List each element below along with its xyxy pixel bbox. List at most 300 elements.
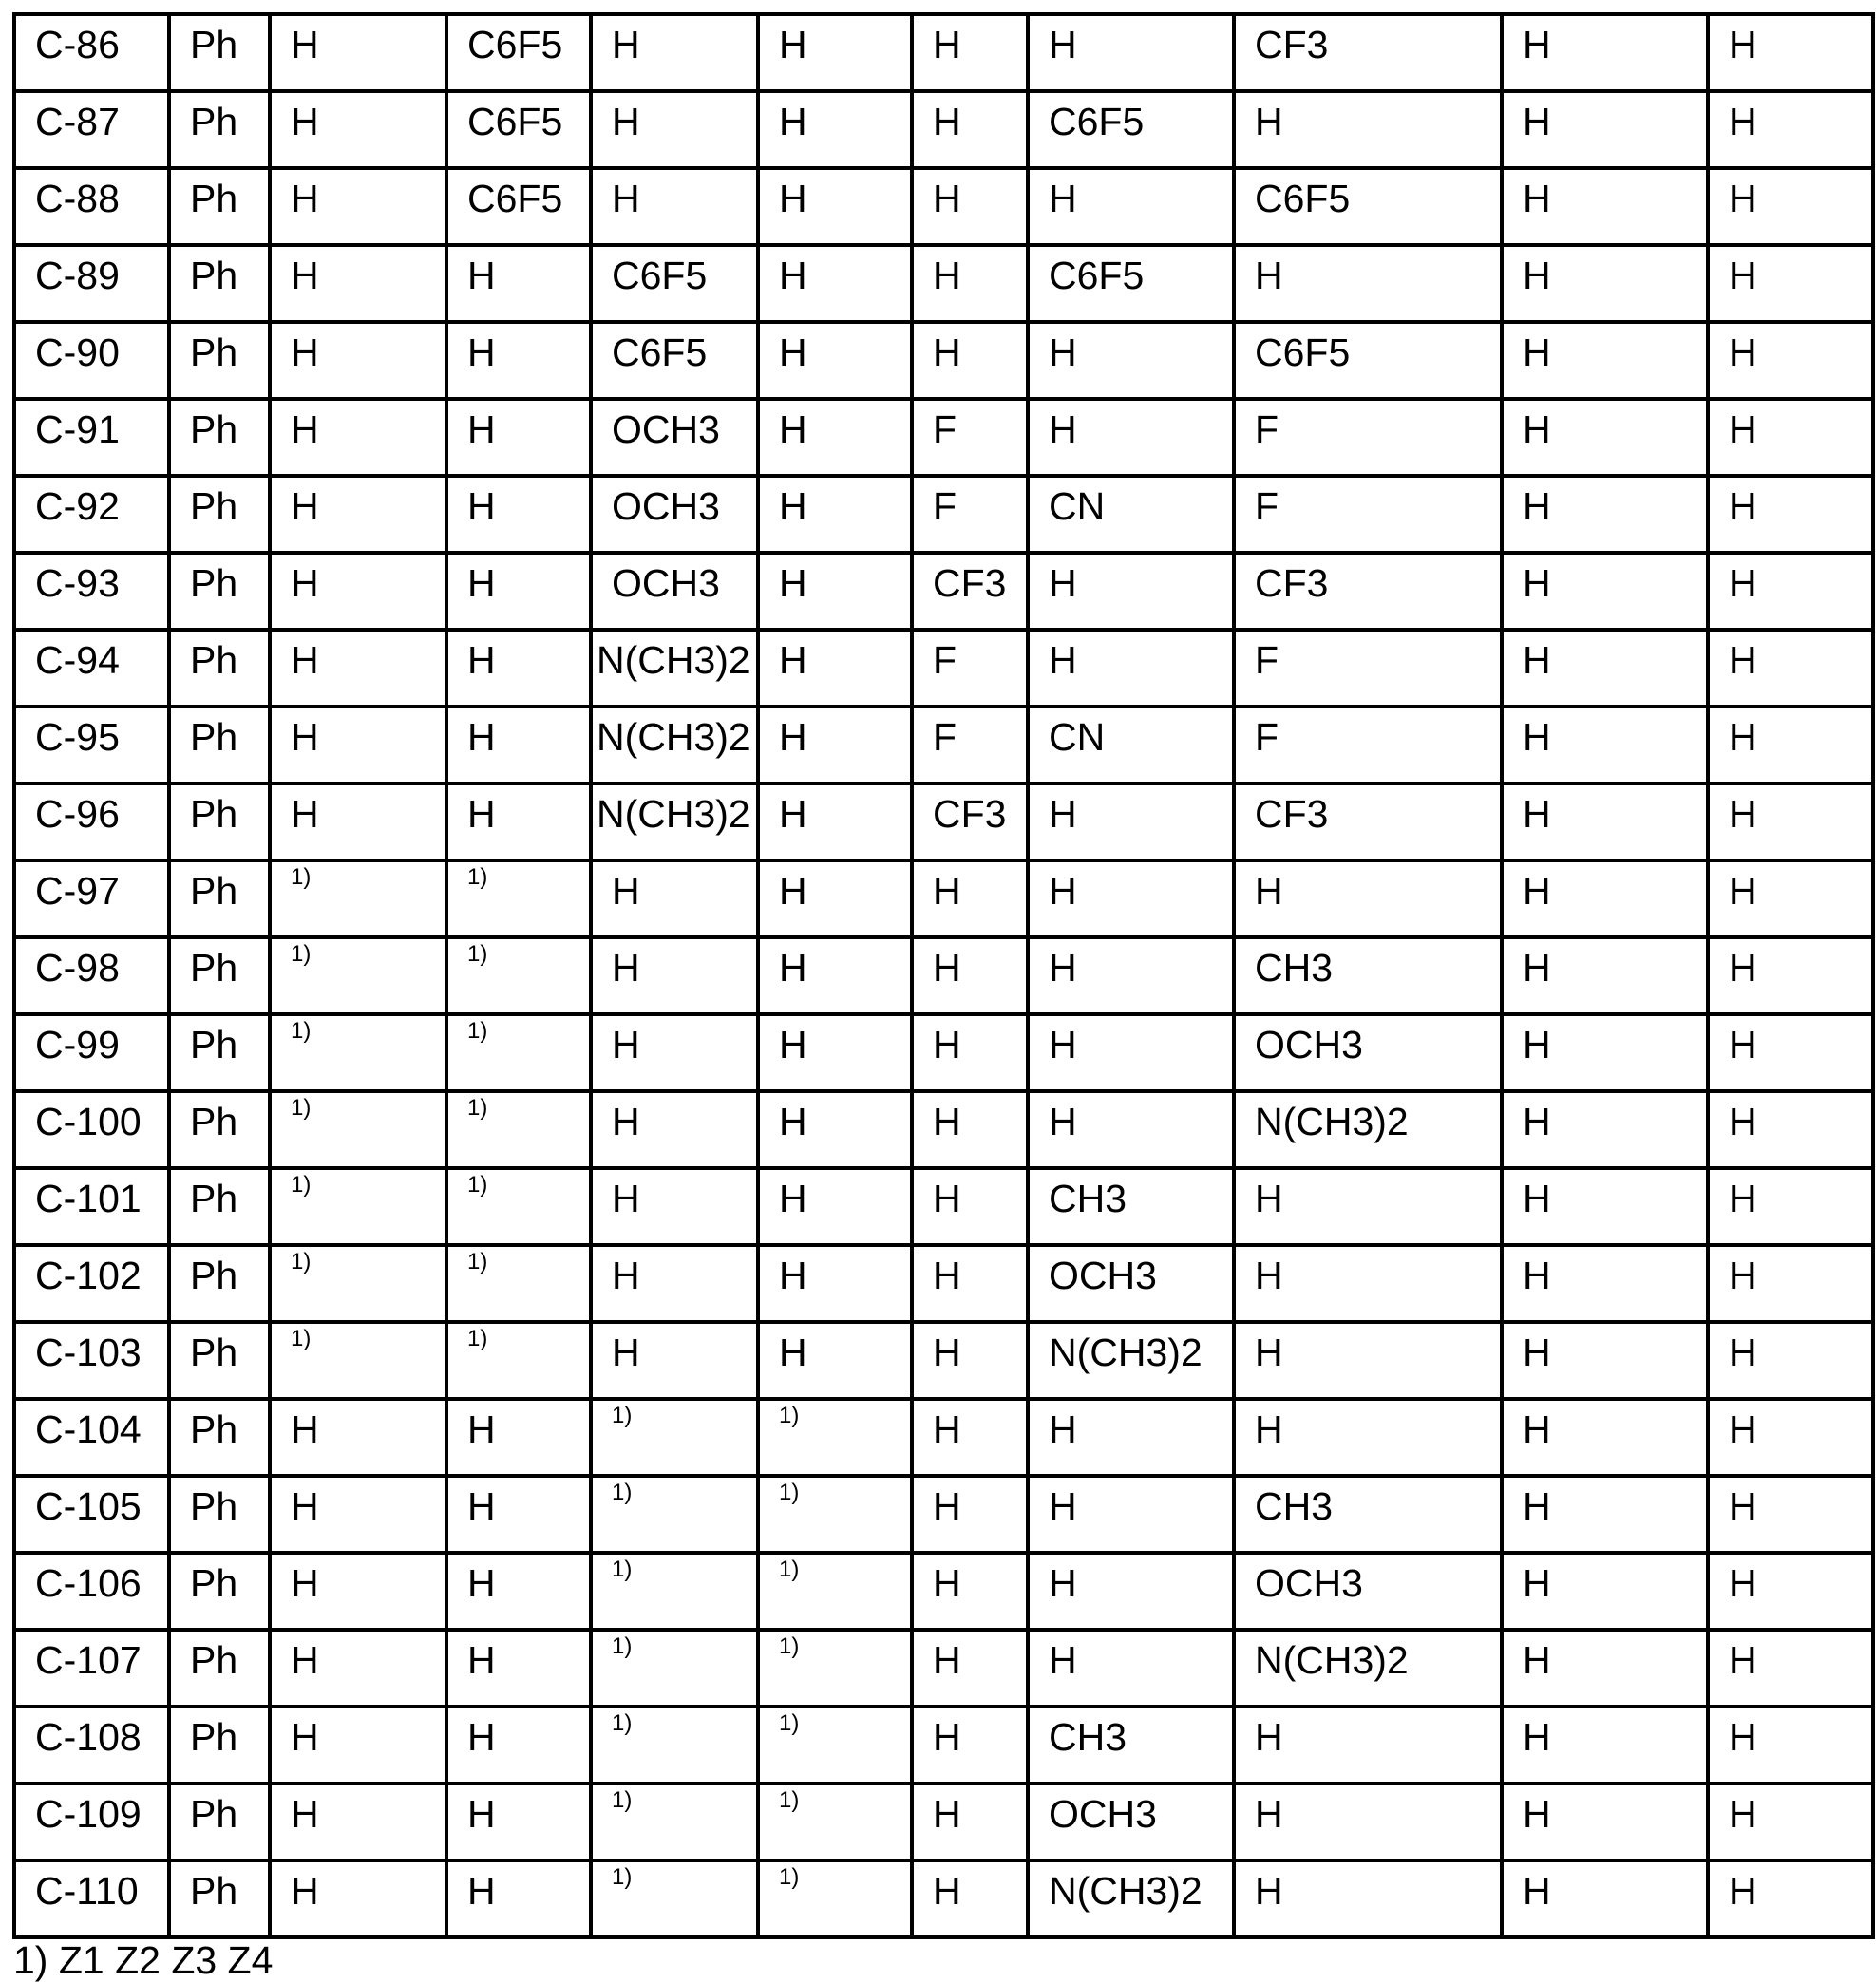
cell-compound-id: C-100 bbox=[14, 1091, 169, 1168]
cell-col-11: H bbox=[1708, 1707, 1873, 1784]
cell-col-6 bbox=[758, 1860, 912, 1937]
cell-col-4: H bbox=[446, 1476, 591, 1553]
cell-col-4: C6F5 bbox=[446, 14, 591, 91]
cell-substituent-ph: Ph bbox=[169, 553, 270, 630]
cell-col-3: H bbox=[270, 399, 446, 476]
cell-col-5: OCH3 bbox=[591, 399, 758, 476]
cell-col-9: OCH3 bbox=[1234, 1553, 1502, 1630]
cell-col-9: CF3 bbox=[1234, 783, 1502, 860]
cell-col-6 bbox=[758, 1476, 912, 1553]
cell-col-6: H bbox=[758, 630, 912, 707]
cell-col-5: H bbox=[591, 1091, 758, 1168]
cell-col-11: H bbox=[1708, 1476, 1873, 1553]
cell-col-10: H bbox=[1502, 14, 1708, 91]
cell-col-6: H bbox=[758, 1014, 912, 1091]
cell-col-9: H bbox=[1234, 1784, 1502, 1860]
footnote-mark: 1) bbox=[467, 864, 487, 890]
table-row bbox=[14, 1784, 1873, 1860]
cell-col-10: H bbox=[1502, 860, 1708, 937]
cell-col-9: N(CH3)2 bbox=[1234, 1091, 1502, 1168]
cell-col-5 bbox=[591, 1553, 758, 1630]
cell-compound-id: C-89 bbox=[14, 245, 169, 322]
cell-col-4 bbox=[446, 937, 591, 1014]
cell-col-11: H bbox=[1708, 1245, 1873, 1322]
cell-col-7: H bbox=[912, 1014, 1028, 1091]
cell-col-7: H bbox=[912, 14, 1028, 91]
cell-col-3 bbox=[270, 1168, 446, 1245]
cell-col-3: H bbox=[270, 1553, 446, 1630]
cell-compound-id: C-102 bbox=[14, 1245, 169, 1322]
cell-col-11: H bbox=[1708, 1091, 1873, 1168]
cell-col-10: H bbox=[1502, 1784, 1708, 1860]
table-row bbox=[14, 476, 1873, 553]
cell-col-8: H bbox=[1028, 860, 1234, 937]
table-row bbox=[14, 1476, 1873, 1553]
cell-col-8: H bbox=[1028, 1014, 1234, 1091]
cell-col-7: H bbox=[912, 1399, 1028, 1476]
cell-col-10: H bbox=[1502, 1245, 1708, 1322]
cell-col-11: H bbox=[1708, 322, 1873, 399]
cell-substituent-ph: Ph bbox=[169, 707, 270, 783]
table-row bbox=[14, 1091, 1873, 1168]
cell-col-7: H bbox=[912, 1245, 1028, 1322]
cell-col-11: H bbox=[1708, 91, 1873, 168]
footnote-mark: 1) bbox=[612, 1480, 632, 1505]
table-row bbox=[14, 91, 1873, 168]
cell-compound-id: C-98 bbox=[14, 937, 169, 1014]
table-row bbox=[14, 1322, 1873, 1399]
table-body bbox=[14, 14, 1873, 1937]
cell-compound-id: C-110 bbox=[14, 1860, 169, 1937]
cell-col-7: H bbox=[912, 1476, 1028, 1553]
cell-substituent-ph: Ph bbox=[169, 1860, 270, 1937]
cell-col-5: H bbox=[591, 937, 758, 1014]
table-row bbox=[14, 1630, 1873, 1707]
cell-col-5: H bbox=[591, 1168, 758, 1245]
cell-col-3 bbox=[270, 1245, 446, 1322]
cell-col-3: H bbox=[270, 1707, 446, 1784]
cell-col-11: H bbox=[1708, 1630, 1873, 1707]
cell-col-3: H bbox=[270, 707, 446, 783]
cell-col-7: H bbox=[912, 1168, 1028, 1245]
cell-col-5: N(CH3)2 bbox=[591, 707, 758, 783]
cell-col-9: CH3 bbox=[1234, 937, 1502, 1014]
cell-col-4: H bbox=[446, 476, 591, 553]
cell-col-8: CN bbox=[1028, 476, 1234, 553]
table-row bbox=[14, 937, 1873, 1014]
cell-col-7: CF3 bbox=[912, 783, 1028, 860]
cell-col-10: H bbox=[1502, 1860, 1708, 1937]
cell-substituent-ph: Ph bbox=[169, 168, 270, 245]
cell-col-7: H bbox=[912, 168, 1028, 245]
cell-col-5 bbox=[591, 1707, 758, 1784]
cell-col-4: H bbox=[446, 707, 591, 783]
cell-col-4: H bbox=[446, 783, 591, 860]
cell-col-8: H bbox=[1028, 553, 1234, 630]
cell-col-7: H bbox=[912, 1553, 1028, 1630]
cell-col-7: F bbox=[912, 476, 1028, 553]
cell-col-5 bbox=[591, 1860, 758, 1937]
cell-col-6: H bbox=[758, 860, 912, 937]
cell-col-6: H bbox=[758, 1245, 912, 1322]
cell-col-7: F bbox=[912, 630, 1028, 707]
cell-col-5: C6F5 bbox=[591, 245, 758, 322]
cell-col-10: H bbox=[1502, 1014, 1708, 1091]
cell-col-11: H bbox=[1708, 707, 1873, 783]
cell-col-4 bbox=[446, 860, 591, 937]
cell-col-9: CF3 bbox=[1234, 14, 1502, 91]
table-row bbox=[14, 245, 1873, 322]
compound-table bbox=[12, 12, 1875, 1939]
cell-col-4: C6F5 bbox=[446, 91, 591, 168]
cell-col-10: H bbox=[1502, 91, 1708, 168]
cell-col-5: H bbox=[591, 1245, 758, 1322]
footnote-mark: 1) bbox=[612, 1403, 632, 1428]
cell-col-8: N(CH3)2 bbox=[1028, 1322, 1234, 1399]
cell-col-10: H bbox=[1502, 1091, 1708, 1168]
cell-col-11: H bbox=[1708, 14, 1873, 91]
cell-col-4: H bbox=[446, 322, 591, 399]
cell-col-4 bbox=[446, 1322, 591, 1399]
cell-col-7: H bbox=[912, 1784, 1028, 1860]
cell-col-3: H bbox=[270, 1399, 446, 1476]
cell-col-4 bbox=[446, 1245, 591, 1322]
cell-compound-id: C-108 bbox=[14, 1707, 169, 1784]
cell-col-8: H bbox=[1028, 1553, 1234, 1630]
cell-col-6: H bbox=[758, 1091, 912, 1168]
footnote-mark: 1) bbox=[779, 1557, 799, 1582]
cell-col-6: H bbox=[758, 707, 912, 783]
cell-col-4: H bbox=[446, 399, 591, 476]
cell-col-11: H bbox=[1708, 1014, 1873, 1091]
cell-compound-id: C-101 bbox=[14, 1168, 169, 1245]
cell-col-6 bbox=[758, 1630, 912, 1707]
cell-col-3: H bbox=[270, 1476, 446, 1553]
cell-col-5: OCH3 bbox=[591, 476, 758, 553]
footnote-mark: 1) bbox=[467, 1249, 487, 1274]
cell-col-5 bbox=[591, 1630, 758, 1707]
cell-col-10: H bbox=[1502, 1630, 1708, 1707]
cell-col-9: H bbox=[1234, 245, 1502, 322]
cell-col-9: F bbox=[1234, 707, 1502, 783]
cell-col-6: H bbox=[758, 322, 912, 399]
cell-col-8: H bbox=[1028, 1399, 1234, 1476]
cell-col-8: H bbox=[1028, 168, 1234, 245]
footnote-mark: 1) bbox=[291, 941, 311, 967]
cell-substituent-ph: Ph bbox=[169, 1630, 270, 1707]
footnote-mark: 1) bbox=[779, 1403, 799, 1428]
table-row bbox=[14, 14, 1873, 91]
cell-col-4: H bbox=[446, 1399, 591, 1476]
footnote-mark: 1) bbox=[612, 1787, 632, 1813]
cell-compound-id: C-94 bbox=[14, 630, 169, 707]
cell-compound-id: C-97 bbox=[14, 860, 169, 937]
footnote-mark: 1) bbox=[779, 1710, 799, 1736]
cell-col-5 bbox=[591, 1399, 758, 1476]
cell-substituent-ph: Ph bbox=[169, 1245, 270, 1322]
cell-col-9: N(CH3)2 bbox=[1234, 1630, 1502, 1707]
cell-compound-id: C-109 bbox=[14, 1784, 169, 1860]
cell-substituent-ph: Ph bbox=[169, 476, 270, 553]
cell-col-3: H bbox=[270, 476, 446, 553]
cell-col-11: H bbox=[1708, 1322, 1873, 1399]
cell-col-9: H bbox=[1234, 1399, 1502, 1476]
cell-col-7: H bbox=[912, 245, 1028, 322]
footnote-mark: 1) bbox=[467, 1172, 487, 1198]
cell-col-4 bbox=[446, 1168, 591, 1245]
cell-col-6 bbox=[758, 1707, 912, 1784]
cell-substituent-ph: Ph bbox=[169, 14, 270, 91]
cell-col-10: H bbox=[1502, 1399, 1708, 1476]
cell-compound-id: C-99 bbox=[14, 1014, 169, 1091]
table-row bbox=[14, 1860, 1873, 1937]
cell-col-11: H bbox=[1708, 937, 1873, 1014]
cell-col-10: H bbox=[1502, 1322, 1708, 1399]
cell-col-3 bbox=[270, 937, 446, 1014]
cell-substituent-ph: Ph bbox=[169, 1322, 270, 1399]
cell-col-3: H bbox=[270, 14, 446, 91]
cell-col-3: H bbox=[270, 783, 446, 860]
footnote-mark: 1) bbox=[779, 1480, 799, 1505]
cell-col-7: CF3 bbox=[912, 553, 1028, 630]
table-row bbox=[14, 860, 1873, 937]
footnote-mark: 1) bbox=[612, 1864, 632, 1890]
cell-col-5: H bbox=[591, 14, 758, 91]
cell-col-11: H bbox=[1708, 1860, 1873, 1937]
cell-substituent-ph: Ph bbox=[169, 860, 270, 937]
cell-substituent-ph: Ph bbox=[169, 322, 270, 399]
cell-col-9: H bbox=[1234, 91, 1502, 168]
cell-col-10: H bbox=[1502, 476, 1708, 553]
cell-compound-id: C-88 bbox=[14, 168, 169, 245]
cell-col-4 bbox=[446, 1014, 591, 1091]
cell-col-8: CH3 bbox=[1028, 1168, 1234, 1245]
table-row bbox=[14, 1168, 1873, 1245]
footnote: 1) Z1 Z2 Z3 Z4 bbox=[13, 1941, 273, 1980]
footnote-mark: 1) bbox=[612, 1633, 632, 1659]
cell-col-9: F bbox=[1234, 399, 1502, 476]
cell-col-11: H bbox=[1708, 1553, 1873, 1630]
cell-col-5: C6F5 bbox=[591, 322, 758, 399]
cell-col-6: H bbox=[758, 245, 912, 322]
cell-substituent-ph: Ph bbox=[169, 245, 270, 322]
cell-col-9: C6F5 bbox=[1234, 322, 1502, 399]
cell-col-3: H bbox=[270, 91, 446, 168]
cell-col-4: H bbox=[446, 1630, 591, 1707]
cell-col-6: H bbox=[758, 553, 912, 630]
cell-col-5: H bbox=[591, 168, 758, 245]
cell-col-9: H bbox=[1234, 860, 1502, 937]
cell-col-4: H bbox=[446, 630, 591, 707]
footnote-mark: 1) bbox=[779, 1864, 799, 1890]
cell-col-7: F bbox=[912, 399, 1028, 476]
cell-col-3: H bbox=[270, 1860, 446, 1937]
cell-col-8: C6F5 bbox=[1028, 245, 1234, 322]
cell-compound-id: C-105 bbox=[14, 1476, 169, 1553]
cell-substituent-ph: Ph bbox=[169, 1476, 270, 1553]
cell-col-11: H bbox=[1708, 553, 1873, 630]
cell-col-8: N(CH3)2 bbox=[1028, 1860, 1234, 1937]
cell-col-6 bbox=[758, 1784, 912, 1860]
cell-col-9: CF3 bbox=[1234, 553, 1502, 630]
cell-col-11: H bbox=[1708, 1168, 1873, 1245]
cell-col-7: H bbox=[912, 91, 1028, 168]
cell-col-3: H bbox=[270, 630, 446, 707]
table-row bbox=[14, 553, 1873, 630]
cell-col-6: H bbox=[758, 476, 912, 553]
cell-substituent-ph: Ph bbox=[169, 1553, 270, 1630]
cell-col-7: H bbox=[912, 1630, 1028, 1707]
cell-compound-id: C-93 bbox=[14, 553, 169, 630]
footnote-mark: 1) bbox=[467, 1018, 487, 1044]
cell-col-6: H bbox=[758, 168, 912, 245]
cell-col-6 bbox=[758, 1399, 912, 1476]
table-row bbox=[14, 1399, 1873, 1476]
cell-col-4: H bbox=[446, 1784, 591, 1860]
cell-col-4: C6F5 bbox=[446, 168, 591, 245]
cell-col-8: H bbox=[1028, 14, 1234, 91]
cell-substituent-ph: Ph bbox=[169, 399, 270, 476]
cell-col-11: H bbox=[1708, 399, 1873, 476]
cell-col-9: F bbox=[1234, 630, 1502, 707]
cell-col-10: H bbox=[1502, 1476, 1708, 1553]
cell-col-8: CN bbox=[1028, 707, 1234, 783]
cell-col-7: H bbox=[912, 937, 1028, 1014]
table-row bbox=[14, 1553, 1873, 1630]
cell-col-6: H bbox=[758, 399, 912, 476]
cell-col-10: H bbox=[1502, 707, 1708, 783]
cell-col-10: H bbox=[1502, 937, 1708, 1014]
cell-col-8: H bbox=[1028, 1630, 1234, 1707]
cell-col-10: H bbox=[1502, 168, 1708, 245]
cell-compound-id: C-90 bbox=[14, 322, 169, 399]
cell-col-9: CH3 bbox=[1234, 1476, 1502, 1553]
cell-substituent-ph: Ph bbox=[169, 630, 270, 707]
cell-col-6: H bbox=[758, 937, 912, 1014]
cell-col-9: OCH3 bbox=[1234, 1014, 1502, 1091]
cell-compound-id: C-95 bbox=[14, 707, 169, 783]
cell-col-6: H bbox=[758, 783, 912, 860]
cell-col-4: H bbox=[446, 553, 591, 630]
footnote-mark: 1) bbox=[291, 1172, 311, 1198]
footnote-mark: 1) bbox=[291, 1326, 311, 1351]
cell-col-11: H bbox=[1708, 1784, 1873, 1860]
cell-col-9: H bbox=[1234, 1245, 1502, 1322]
cell-col-7: H bbox=[912, 322, 1028, 399]
cell-col-4 bbox=[446, 1091, 591, 1168]
cell-col-7: H bbox=[912, 1091, 1028, 1168]
cell-col-4: H bbox=[446, 245, 591, 322]
cell-col-6: H bbox=[758, 14, 912, 91]
cell-col-3 bbox=[270, 1322, 446, 1399]
cell-col-3: H bbox=[270, 1630, 446, 1707]
cell-col-5: H bbox=[591, 1322, 758, 1399]
cell-col-7: H bbox=[912, 1322, 1028, 1399]
cell-col-8: H bbox=[1028, 1476, 1234, 1553]
cell-col-11: H bbox=[1708, 1399, 1873, 1476]
cell-substituent-ph: Ph bbox=[169, 783, 270, 860]
cell-substituent-ph: Ph bbox=[169, 1168, 270, 1245]
footnote-mark: 1) bbox=[467, 941, 487, 967]
cell-col-3 bbox=[270, 860, 446, 937]
cell-col-8: H bbox=[1028, 1091, 1234, 1168]
table-row bbox=[14, 1245, 1873, 1322]
cell-col-8: C6F5 bbox=[1028, 91, 1234, 168]
cell-compound-id: C-106 bbox=[14, 1553, 169, 1630]
cell-col-10: H bbox=[1502, 1707, 1708, 1784]
footnote-mark: 1) bbox=[291, 864, 311, 890]
cell-substituent-ph: Ph bbox=[169, 1399, 270, 1476]
cell-compound-id: C-96 bbox=[14, 783, 169, 860]
cell-col-9: C6F5 bbox=[1234, 168, 1502, 245]
cell-compound-id: C-107 bbox=[14, 1630, 169, 1707]
table-row bbox=[14, 1707, 1873, 1784]
cell-compound-id: C-103 bbox=[14, 1322, 169, 1399]
cell-col-7: H bbox=[912, 1860, 1028, 1937]
cell-col-10: H bbox=[1502, 245, 1708, 322]
footnote-mark: 1) bbox=[779, 1787, 799, 1813]
footnote-mark: 1) bbox=[467, 1095, 487, 1121]
cell-col-5: H bbox=[591, 1014, 758, 1091]
cell-col-10: H bbox=[1502, 553, 1708, 630]
cell-col-6: H bbox=[758, 1322, 912, 1399]
cell-substituent-ph: Ph bbox=[169, 1014, 270, 1091]
cell-col-5 bbox=[591, 1784, 758, 1860]
cell-col-11: H bbox=[1708, 245, 1873, 322]
cell-col-10: H bbox=[1502, 783, 1708, 860]
cell-col-6: H bbox=[758, 91, 912, 168]
cell-substituent-ph: Ph bbox=[169, 1784, 270, 1860]
cell-compound-id: C-91 bbox=[14, 399, 169, 476]
cell-col-3: H bbox=[270, 168, 446, 245]
cell-col-3: H bbox=[270, 245, 446, 322]
footnote-mark: 1) bbox=[779, 1633, 799, 1659]
cell-col-8: H bbox=[1028, 630, 1234, 707]
cell-compound-id: C-104 bbox=[14, 1399, 169, 1476]
cell-col-7: F bbox=[912, 707, 1028, 783]
cell-col-5: H bbox=[591, 860, 758, 937]
cell-col-3 bbox=[270, 1091, 446, 1168]
cell-col-6 bbox=[758, 1553, 912, 1630]
cell-col-10: H bbox=[1502, 630, 1708, 707]
cell-col-8: OCH3 bbox=[1028, 1784, 1234, 1860]
footnote-mark: 1) bbox=[612, 1710, 632, 1736]
cell-col-10: H bbox=[1502, 322, 1708, 399]
cell-col-5: N(CH3)2 bbox=[591, 630, 758, 707]
table-row bbox=[14, 630, 1873, 707]
cell-col-3: H bbox=[270, 1784, 446, 1860]
cell-col-4: H bbox=[446, 1553, 591, 1630]
cell-col-11: H bbox=[1708, 630, 1873, 707]
cell-substituent-ph: Ph bbox=[169, 1091, 270, 1168]
cell-col-9: H bbox=[1234, 1860, 1502, 1937]
cell-col-3 bbox=[270, 1014, 446, 1091]
cell-col-8: H bbox=[1028, 937, 1234, 1014]
table-row bbox=[14, 322, 1873, 399]
footnote-mark: 1) bbox=[291, 1095, 311, 1121]
cell-substituent-ph: Ph bbox=[169, 91, 270, 168]
cell-col-4: H bbox=[446, 1860, 591, 1937]
cell-col-9: H bbox=[1234, 1322, 1502, 1399]
cell-compound-id: C-87 bbox=[14, 91, 169, 168]
cell-col-11: H bbox=[1708, 783, 1873, 860]
table-row bbox=[14, 707, 1873, 783]
table-row bbox=[14, 1014, 1873, 1091]
footnote-mark: 1) bbox=[291, 1018, 311, 1044]
cell-substituent-ph: Ph bbox=[169, 1707, 270, 1784]
cell-col-6: H bbox=[758, 1168, 912, 1245]
cell-col-7: H bbox=[912, 860, 1028, 937]
